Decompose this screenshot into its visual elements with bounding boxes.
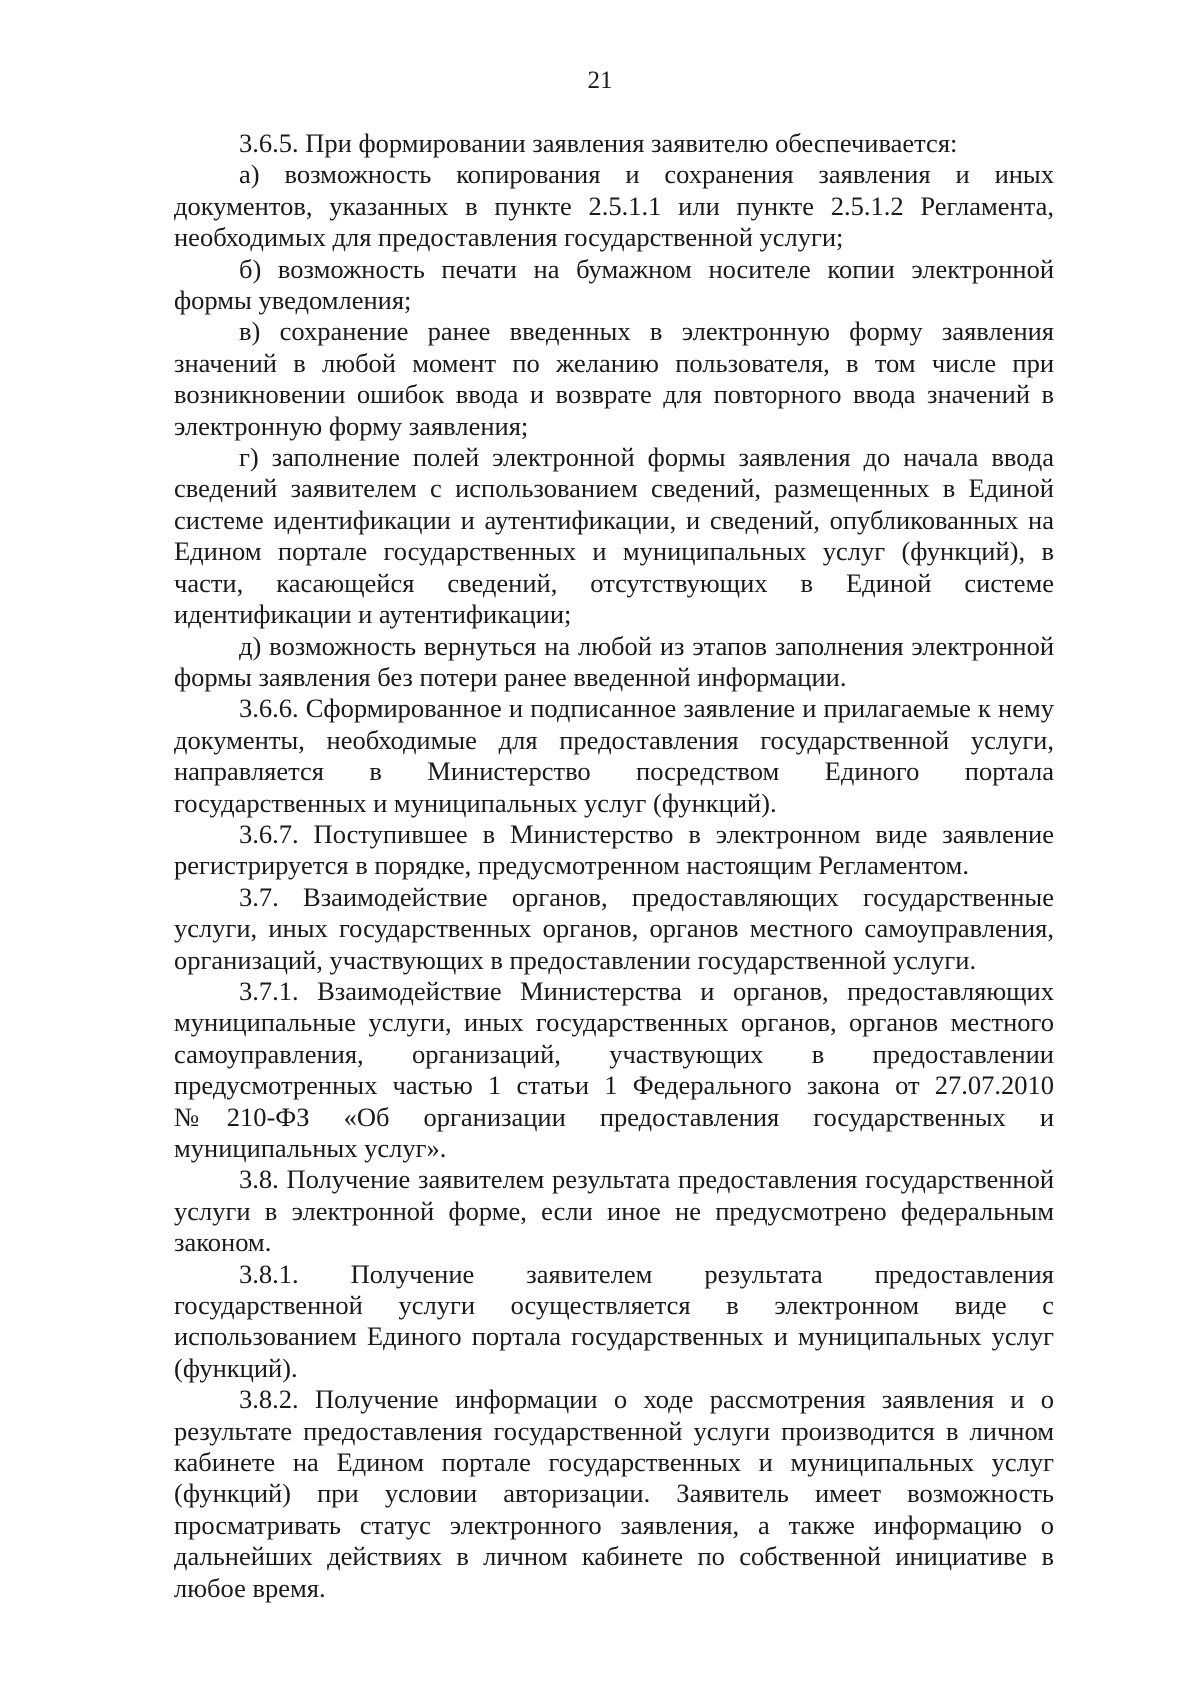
paragraph-item-v: в) сохранение ранее введенных в электронную форму заявления значений в любой момент по желанию пользователя, в том числе при возникновении ошибок ввода и возврате для повторного ввода значений в электронную форму заявления; [174, 316, 1054, 441]
paragraph-3-8-2: 3.8.2. Получение информации о ходе рассмотрения заявления и о результате предоставления государственной услуги производится в личном кабинете на Едином портале государственных и муниципальных услуг (функций) при условии авторизации. Заявитель имеет возможность просматривать статус электронного заявления, а также информацию о дальнейших действиях в личном кабинете по собственной инициативе в любое время. [174, 1384, 1054, 1603]
paragraph-item-b: б) возможность печати на бумажном носителе копии электронной формы уведомления; [174, 253, 1054, 316]
paragraph-3-7-1: 3.7.1. Взаимодействие Министерства и органов, предоставляющих муниципальные услуги, иных государственных органов, органов местного самоуправления, организаций, участвующих в предоставлении предусмотренных частью 1 статьи 1 Федерального закона от 27.07.2010 №210-ФЗ «Об организации предоставления государственных и муниципальных услуг». [174, 975, 1054, 1163]
paragraph-3-6-7: 3.6.7. Поступившее в Министерство в электронном виде заявление регистрируется в порядке, предусмотренном настоящим Регламентом. [174, 818, 1054, 881]
paragraph-3-6-6: 3.6.6. Сформированное и подписанное заявление и прилагаемые к нему документы, необходимые для предоставления государственной услуги, направляется в Министерство посредством Единого портала государственных и муниципальных услуг (функций). [174, 693, 1054, 818]
paragraph-item-a: а) возможность копирования и сохранения заявления и иных документов, указанных в пункте 2.5.1.1 или пункте 2.5.1.2 Регламента, необходимых для предоставления государственной услуги; [174, 159, 1054, 253]
page-number: 21 [587, 67, 613, 94]
paragraph-3-6-5: 3.6.5. При формировании заявления заявителю обеспечивается: [239, 128, 958, 158]
paragraph-item-d: д) возможность вернуться на любой из этапов заполнения электронной формы заявления без потери ранее введенной информации. [174, 630, 1054, 692]
paragraph-3-8-1: 3.8.1. Получение заявителем результата предоставления государственной услуги осуществляется в электронном виде с использованием Единого портала государственных и муниципальных услуг (функций). [174, 1258, 1054, 1383]
paragraph-3-7: 3.7. Взаимодействие органов, предоставляющих государственные услуги, иных государственных органов, органов местного самоуправления, организаций, участвующих в предоставлении государственной услуги. [174, 881, 1054, 975]
document-body [174, 128, 1054, 1604]
paragraph-item-g: г) заполнение полей электронной формы заявления до начала ввода сведений заявителем с использованием сведений, размещенных в Единой системе идентификации и аутентификации, и сведений, опубликованных на Едином портале государственных и муниципальных услуг (функций), в части, касающейся сведений, отсутствующих в Единой системе идентификации и аутентификации; [174, 442, 1054, 630]
paragraph-3-8: 3.8. Получение заявителем результата предоставления государственной услуги в электронной форме, если иное не предусмотрено федеральным законом. [174, 1164, 1054, 1258]
